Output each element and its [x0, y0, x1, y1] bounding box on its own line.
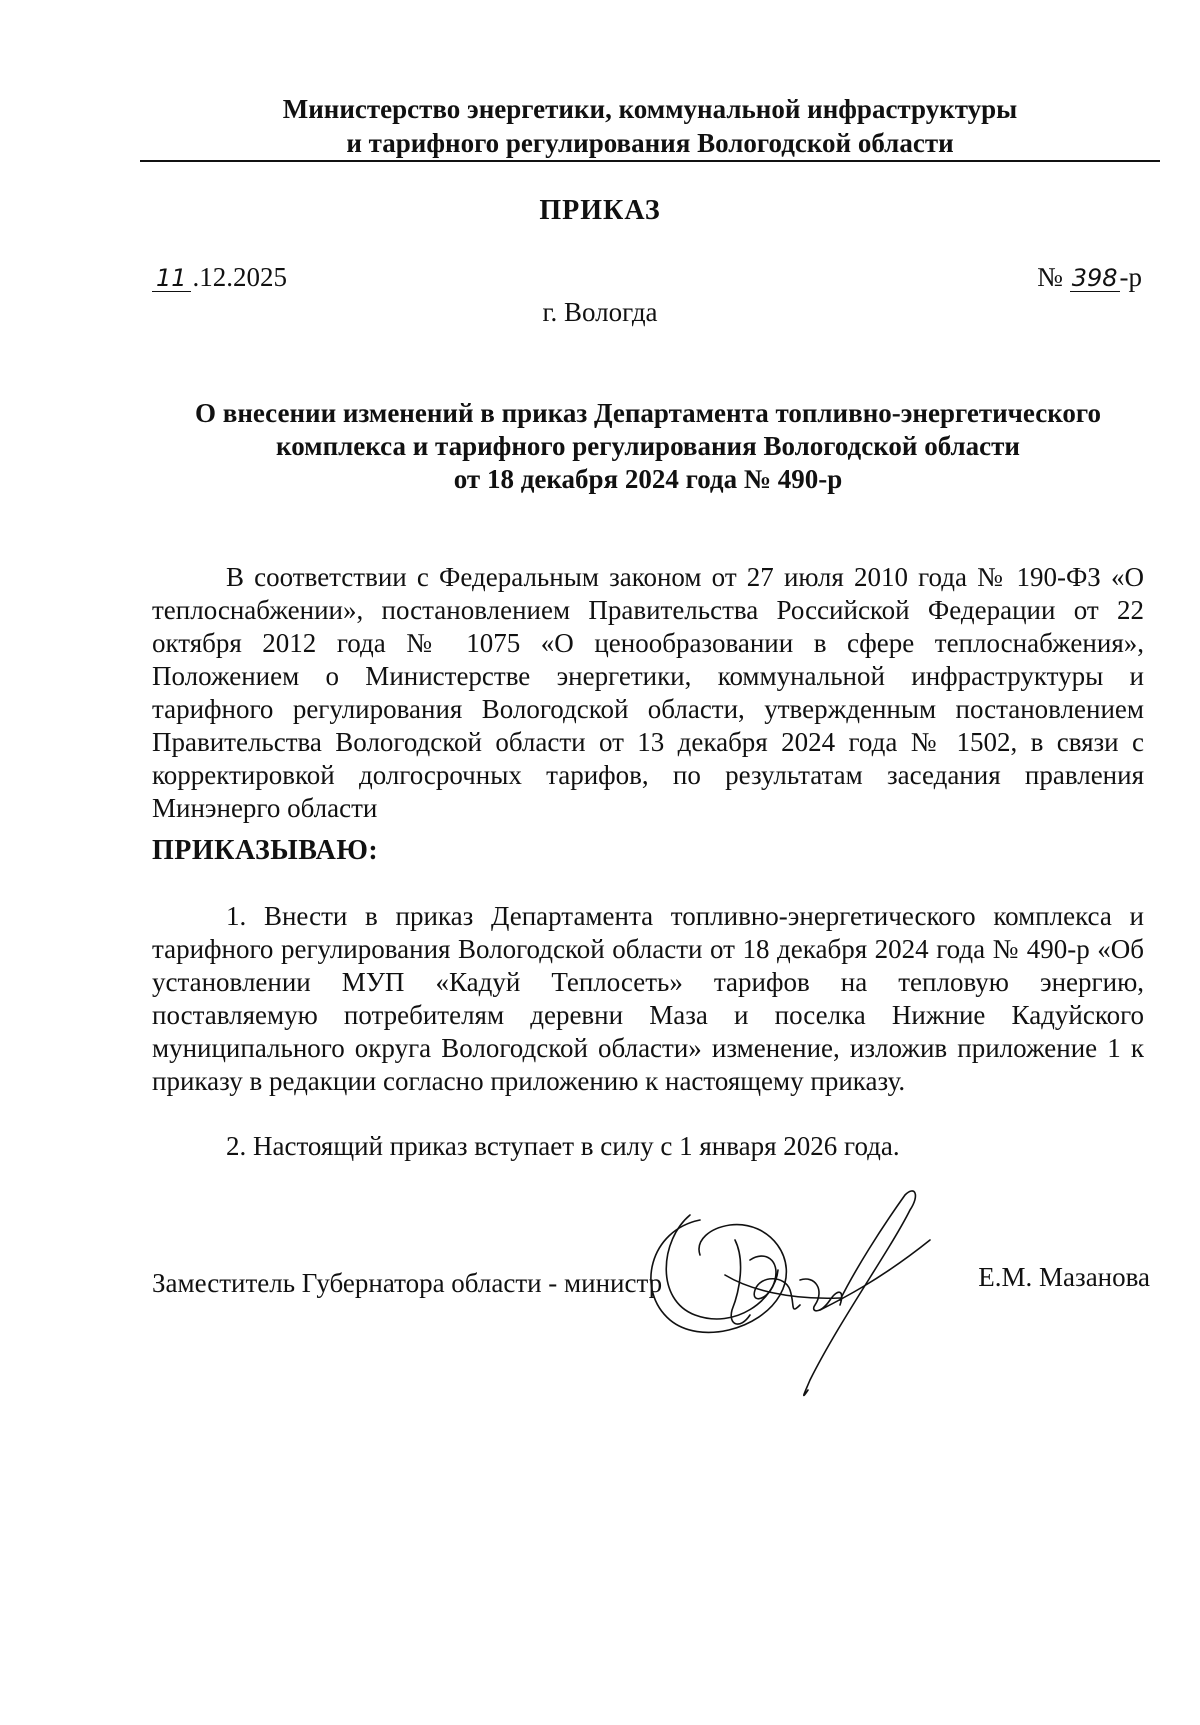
preamble-paragraph: В соответствии с Федеральным законом от 27 июля 2010 года № 190-ФЗ «О теплоснабжении», постановлением Правительства Российской Федерации от 22 октября 2012 года № 1075 «О ценообразовании в сфере теплоснабжения», Положением о Министерстве энергетики, коммунальной инфраструктуры и тарифного регулирования Вологодской области, утвержденным постановлением Правительства Вологодской области от 13 декабря 2024 года № 1502, в связи с корректировкой долгосрочных тарифов, по результатам заседания правления Минэнерго области: [152, 562, 1144, 823]
title-line3: от 18 декабря 2024 года № 490-р: [453, 464, 843, 494]
document-title: [152, 397, 1144, 496]
header-divider: [140, 160, 1160, 162]
document-city: г. Вологда: [542, 297, 658, 327]
document-type: ПРИКАЗ: [539, 195, 661, 226]
number-value-handwritten: 398: [1071, 264, 1118, 292]
ministry-header: [140, 92, 1160, 160]
number-sign: №: [1037, 262, 1063, 292]
ministry-header-line1: Министерство энергетики, коммунальной инфраструктуры: [282, 94, 1018, 124]
signer-name: Е.М. Мазанова: [978, 1262, 1150, 1292]
document-number: [1037, 262, 1142, 293]
order-word: ПРИКАЗЫВАЮ:: [152, 835, 379, 866]
ministry-header-line2: и тарифного регулирования Вологодской области: [346, 128, 954, 158]
title-line1: О внесении изменений в приказ Департамента топливно-энергетического: [194, 398, 1101, 428]
date-month-year: .12.2025: [192, 262, 288, 292]
document-date: [152, 262, 287, 293]
date-day-handwritten: 11: [152, 265, 191, 292]
order-item-2: 2. Настоящий приказ вступает в силу с 1 января 2026 года.: [226, 1131, 900, 1161]
signer-position: Заместитель Губернатора области - министр: [152, 1268, 663, 1298]
handwritten-signature: [640, 1180, 980, 1420]
title-line2: комплекса и тарифного регулирования Вологодской области: [276, 431, 1020, 461]
order-item-1: 1. Внести в приказ Департамента топливно-энергетического комплекса и тарифного регулирования Вологодской области от 18 декабря 2024 года № 490-р «Об установлении МУП «Кадуй Теплосеть» тарифов на тепловую энергию, поставляемую потребителям деревни Маза и поселка Нижние Кадуйского муниципального округа Вологодской области» изменение, изложив приложение 1 к приказу в редакции согласно приложению к настоящему приказу.: [152, 901, 1144, 1096]
number-suffix: -р: [1119, 262, 1142, 292]
